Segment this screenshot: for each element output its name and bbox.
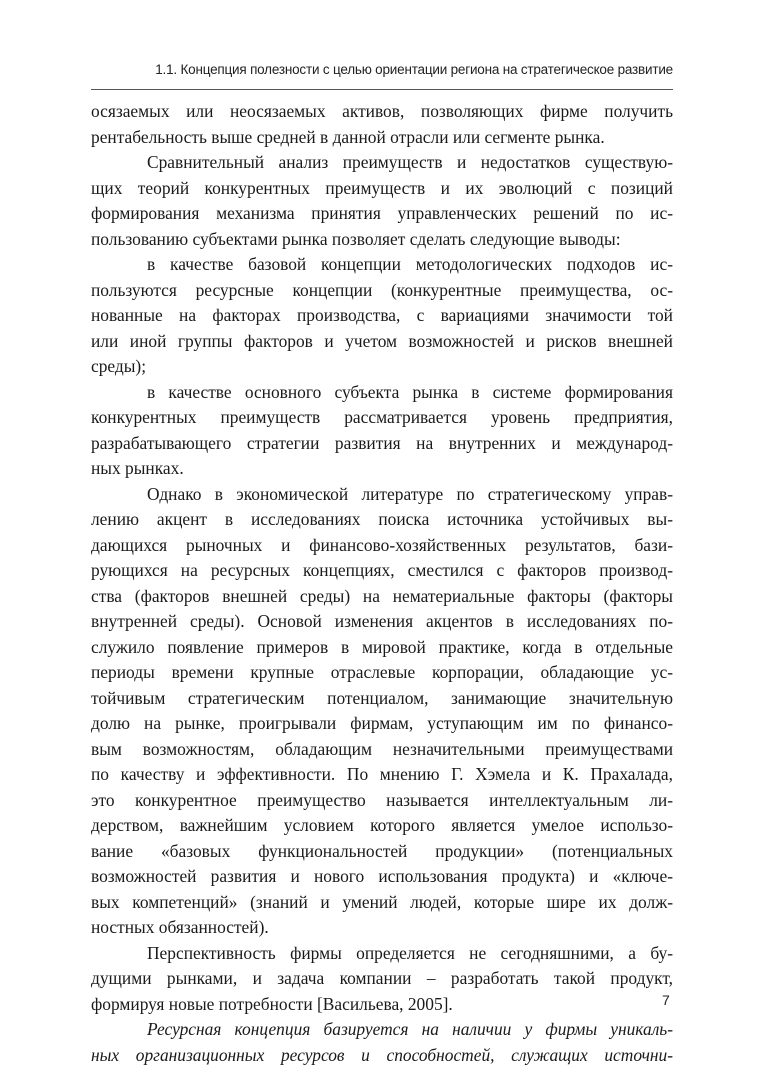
- text-line: Перспективность фирмы определяется не сегодняшними, а бу-: [147, 942, 673, 963]
- text-line: ных организационных ресурсов и способностей, служащих источни-: [91, 1044, 673, 1065]
- text-line: или иной группы факторов и учетом возможностей и рисков внешней: [91, 330, 673, 351]
- text-line: в качестве основного субъекта рынка в системе формирования: [147, 381, 673, 402]
- text-line: внутренней среды). Основой изменения акцентов в исследованиях по-: [91, 611, 673, 631]
- text-line: долю на рынке, проигрывали фирмам, уступающим им по финансо-: [91, 713, 673, 733]
- text-line: дающихся рыночных и финансово-хозяйственных результатов, бази-: [91, 534, 673, 555]
- text-line: пользованию субъектами рынка позволяет сделать следующие выводы:: [91, 228, 621, 249]
- text-line: лению акцент в исследованиях поиска источника устойчивых вы-: [91, 509, 673, 529]
- text-line: возможностей развития и нового использования продукта) и «ключе-: [91, 866, 673, 886]
- text-line: ных рынках.: [91, 458, 184, 478]
- text-line: вым возможностям, обладающим незначительными преимуществами: [91, 738, 673, 759]
- text-line: служило появление примеров в мировой практике, когда в отдельные: [91, 636, 673, 657]
- text-line: формируя новые потребности [Васильева, 2005].: [91, 993, 453, 1014]
- text-line: Ресурсная концепция базируется на наличии у фирмы уникаль-: [147, 1019, 673, 1039]
- running-header: 1.1. Концепция полезности с целью ориентации региона на стратегическое развитие: [155, 62, 673, 77]
- text-line: вание «базовых функциональностей продукции» (потенциальных: [91, 840, 673, 861]
- text-line: разрабатывающего стратегии развития на внутренних и международ-: [91, 432, 673, 453]
- text-line: среды);: [91, 356, 147, 376]
- text-line: периоды времени крупные отраслевые корпорации, обладающие ус-: [91, 662, 673, 682]
- text-line: Сравнительный анализ преимуществ и недостатков существую-: [147, 152, 673, 172]
- page-number: 7: [662, 992, 670, 1008]
- text-line: ностных обязанностей).: [91, 917, 269, 937]
- text-line: тойчивым стратегическим потенциалом, занимающие значительную: [91, 687, 673, 708]
- text-line: рующихся на ресурсных концепциях, сместился с факторов производ-: [91, 560, 673, 580]
- header-rule: [91, 89, 673, 90]
- text-line: это конкурентное преимущество называется интеллектуальным ли-: [91, 789, 673, 810]
- text-line: в качестве базовой концепции методологических подходов ис-: [147, 254, 673, 274]
- text-line: по качеству и эффективности. По мнению Г. Хэмела и К. Прахалада,: [91, 764, 673, 784]
- text-line: конкурентных преимуществ рассматривается уровень предприятия,: [91, 407, 673, 427]
- text-line: осязаемых или неосязаемых активов, позволяющих фирме получить: [91, 101, 673, 121]
- text-line: Однако в экономической литературе по стратегическому управ-: [147, 483, 673, 504]
- text-line: пользуются ресурсные концепции (конкурентные преимущества, ос-: [91, 279, 673, 300]
- text-line: рентабельность выше средней в данной отрасли или сегменте рынка.: [91, 126, 605, 147]
- text-line: нованные на факторах производства, с вариациями значимости той: [91, 305, 673, 325]
- text-line: формирования механизма принятия управленческих решений по ис-: [91, 203, 673, 223]
- text-line: вых компетенций» (знаний и умений людей, которые шире их долж-: [91, 891, 673, 912]
- text-line: дущими рынками, и задача компании – разработать такой продукт,: [91, 968, 673, 988]
- text-line: дерством, важнейшим условием которого является умелое использо-: [91, 815, 673, 835]
- text-line: щих теорий конкурентных преимуществ и их эволюций с позиций: [91, 177, 673, 198]
- text-line: ства (факторов внешней среды) на нематериальные факторы (факторы: [91, 585, 673, 606]
- body-text: [91, 99, 673, 1068]
